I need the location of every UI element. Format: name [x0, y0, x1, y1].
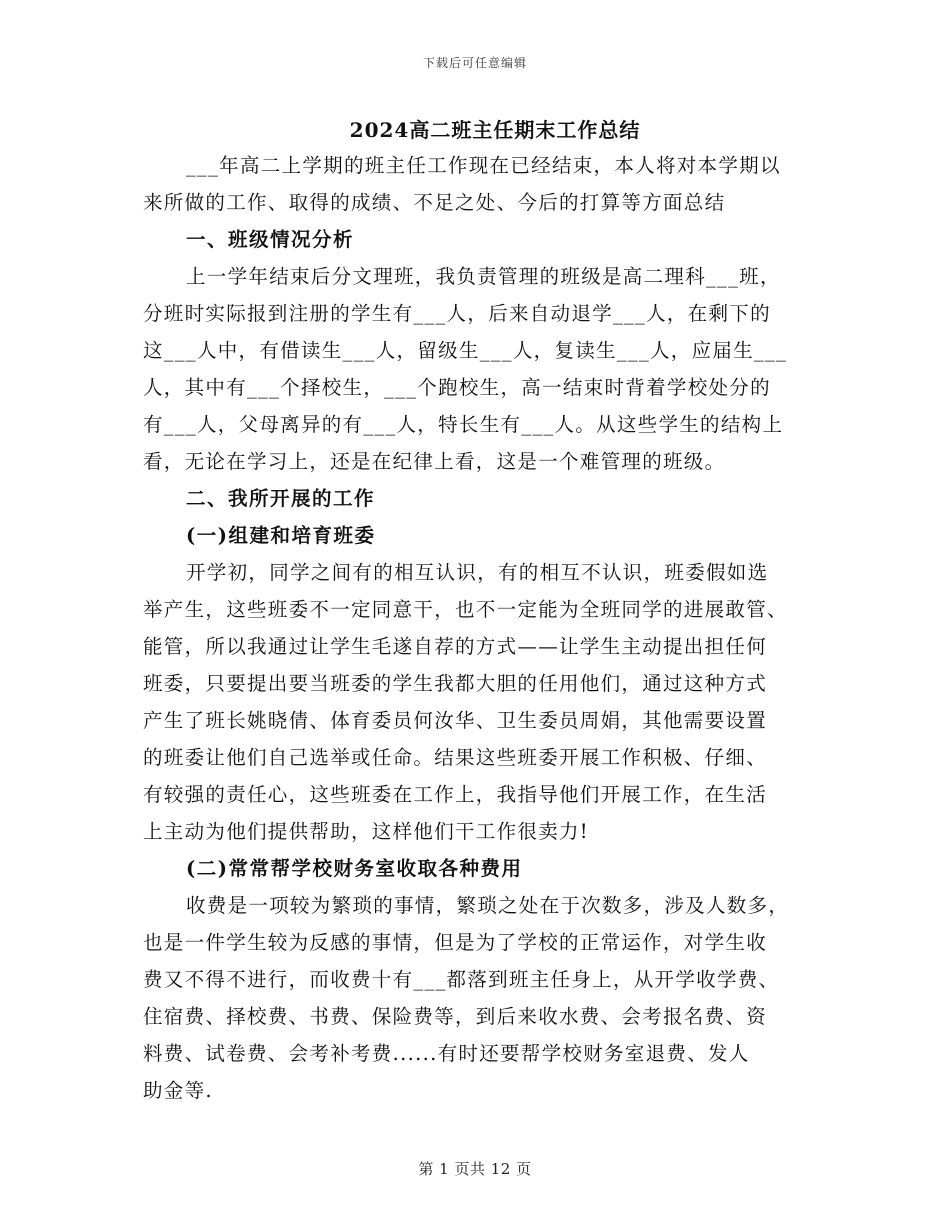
paragraph-line: 来所做的工作、取得的成绩、不足之处、今后的打算等方面总结	[143, 191, 726, 214]
paragraph-line: 班委，只要提出要当班委的学生我都大胆的任用他们，通过这种方式	[143, 672, 768, 695]
paragraph-line: 看，无论在学习上，还是在纪律上看，这是一个难管理的班级。	[143, 450, 726, 473]
paragraph-line: 费又不得不进行，而收费十有___都落到班主任身上，从开学收学费、	[143, 968, 780, 991]
paragraph-line: 举产生，这些班委不一定同意干，也不一定能为全班同学的进展敢管、	[143, 598, 788, 621]
paragraph-line: 这___人中，有借读生___人，留级生___人，复读生___人，应届生___	[143, 339, 788, 362]
paragraph-line: ___年高二上学期的班主任工作现在已经结束，本人将对本学期以	[186, 154, 781, 177]
section-heading: 二、我所开展的工作	[186, 487, 376, 510]
paragraph-line: 收费是一项较为繁琐的事情，繁琐之处在于次数多，涉及人数多，	[186, 894, 790, 917]
paragraph-line: 也是一件学生较为反感的事情，但是为了学校的正常运作，对学生收	[143, 931, 768, 954]
download-note: 下载后可任意编辑	[422, 56, 527, 70]
paragraph-line: 有___人，父母离异的有___人，特长生有___人。从这些学生的结构上	[143, 413, 784, 436]
document-title: 2024高二班主任期末工作总结	[349, 118, 641, 142]
paragraph-line: 料费、试卷费、会考补考费......有时还要帮学校财务室退费、发人	[143, 1042, 750, 1065]
paragraph-line: 分班时实际报到注册的学生有___人，后来自动退学___人，在剩下的	[143, 302, 771, 325]
paragraph-line: 有较强的责任心，这些班委在工作上，我指导他们开展工作，在生活	[143, 783, 768, 806]
paragraph-line: 上主动为他们提供帮助，这样他们干工作很卖力!	[143, 820, 589, 843]
subsection-heading: (二)常常帮学校财务室收取各种费用	[186, 857, 523, 880]
paragraph-line: 助金等.	[143, 1079, 213, 1102]
paragraph-line: 上一学年结束后分文理班，我负责管理的班级是高二理科___班，	[186, 265, 781, 288]
paragraph-line: 开学初，同学之间有的相互认识，有的相互不认识，班委假如选	[186, 561, 769, 584]
paragraph-line: 人，其中有___个择校生，___个跑校生，高一结束时背着学校处分的	[143, 376, 771, 399]
page-footer: 第 1 页共 12 页	[418, 1160, 532, 1178]
paragraph-line: 能管，所以我通过让学生毛遂自荐的方式——让学生主动提出担任何	[143, 635, 768, 658]
paragraph-line: 住宿费、择校费、书费、保险费等，到后来收水费、会考报名费、资	[143, 1005, 768, 1028]
section-heading: 一、班级情况分析	[186, 228, 355, 251]
paragraph-line: 产生了班长姚晓倩、体育委员何汝华、卫生委员周娟，其他需要设置	[143, 709, 768, 732]
paragraph-line: 的班委让他们自己选举或任命。结果这些班委开展工作积极、仔细、	[143, 746, 768, 769]
subsection-heading: (一)组建和培育班委	[186, 524, 376, 547]
document-body	[143, 147, 809, 1109]
